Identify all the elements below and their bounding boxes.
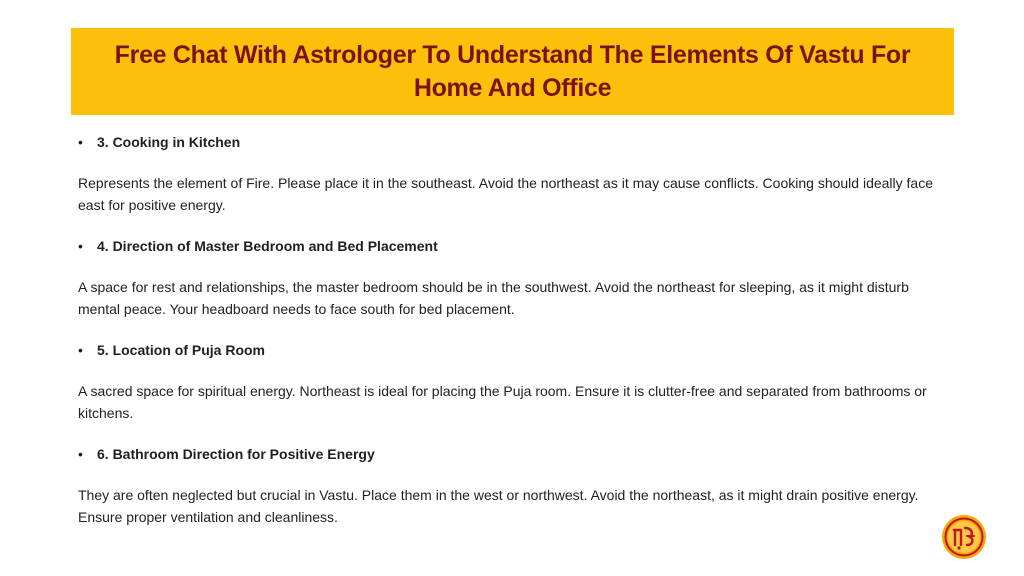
- bullet-dot-icon: •: [78, 134, 83, 150]
- bullet-heading: 3. Cooking in Kitchen: [97, 134, 241, 150]
- page-title: Free Chat With Astrologer To Understand The Elements Of Vastu For Home And Office: [114, 40, 911, 102]
- bullet-item-bathroom: [78, 443, 950, 465]
- content-body: [78, 131, 950, 528]
- paragraph-bathroom: They are often neglected but crucial in Vastu. Place them in the west or northwest. Avoid the northeast, as it might drain positive energy. Ensure proper ventilation and cleanliness.: [78, 487, 919, 525]
- bullet-heading: 4. Direction of Master Bedroom and Bed Placement: [97, 238, 438, 254]
- bullet-heading: 5. Location of Puja Room: [97, 342, 266, 358]
- bullet-dot-icon: •: [78, 238, 83, 254]
- bullet-dot-icon: •: [78, 446, 83, 462]
- bullet-heading: 6. Bathroom Direction for Positive Energy: [97, 446, 375, 462]
- paragraph-puja-room: A sacred space for spiritual energy. Northeast is ideal for placing the Puja room. Ensure it is clutter-free and separated from bathrooms or kitchens.: [78, 383, 927, 421]
- title-banner: [71, 28, 954, 115]
- paragraph-cooking: Represents the element of Fire. Please place it in the southeast. Avoid the northeast as it may cause conflicts. Cooking should ideally face east for positive energy.: [78, 175, 933, 213]
- astrology-logo-icon: [941, 514, 987, 560]
- bullet-item-bedroom: [78, 235, 950, 257]
- bullet-item-puja-room: [78, 339, 950, 361]
- bullet-item-cooking: [78, 131, 950, 153]
- bullet-dot-icon: •: [78, 342, 83, 358]
- paragraph-bedroom: A space for rest and relationships, the master bedroom should be in the southwest. Avoid the northeast for sleeping, as it might disturb mental peace. Your headboard needs to face south for bed placement.: [78, 279, 909, 317]
